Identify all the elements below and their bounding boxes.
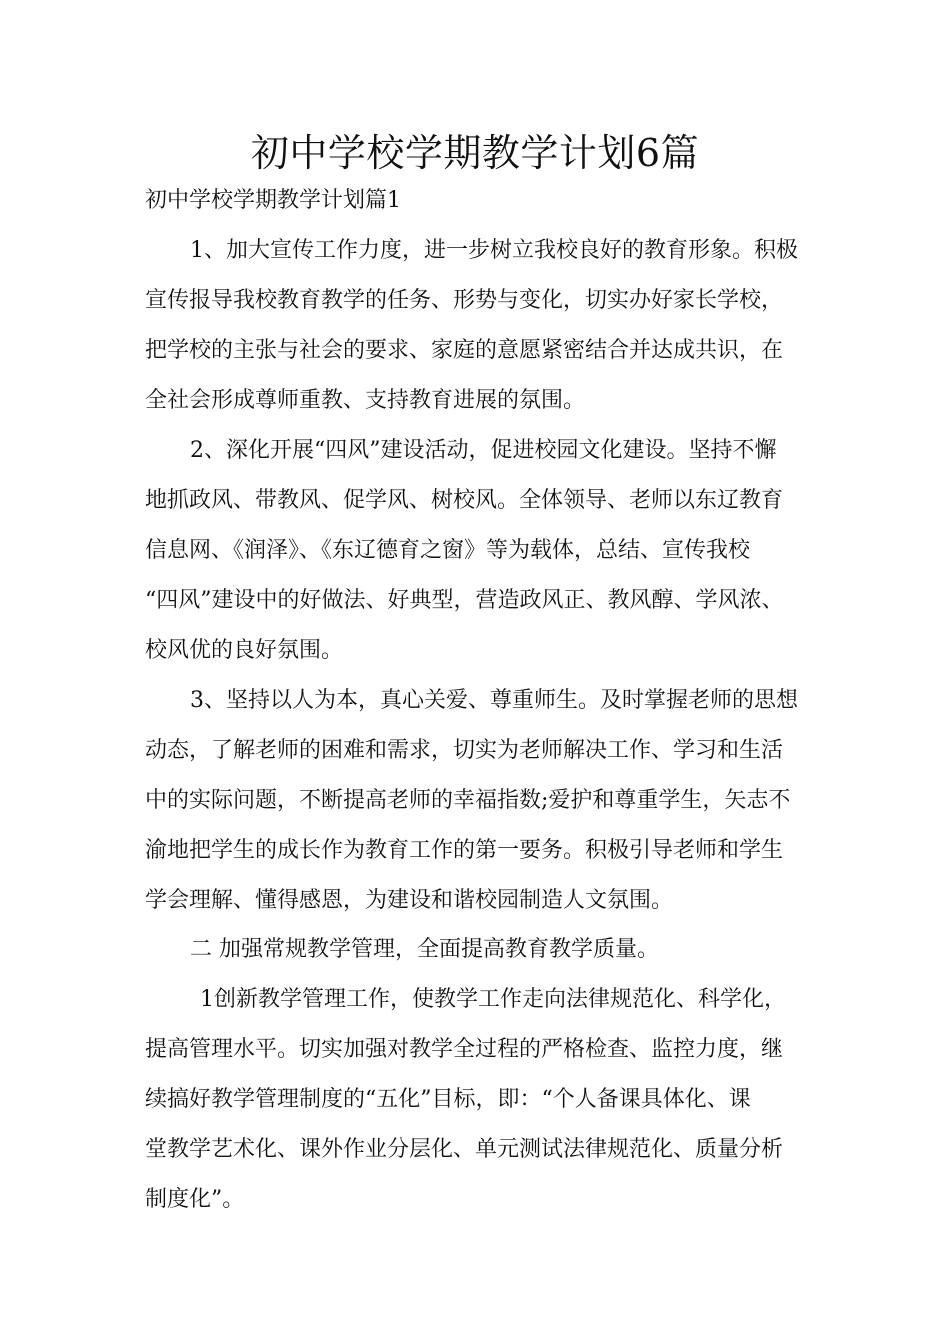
paragraph-line: 把学校的主张与社会的要求、家庭的意愿紧密结合并达成共识，在 [145,338,784,363]
paragraph-line: 制度化”。 [145,1187,245,1212]
paragraph-line: 堂教学艺术化、课外作业分层化、单元测试法律规范化、质量分析 [145,1137,784,1162]
paragraph-line: 1创新教学管理工作，使教学工作走向法律规范化、科学化， [200,987,786,1012]
paragraph-line: 宣传报导我校教育教学的任务、形势与变化，切实办好家长学校， [145,288,784,313]
paragraph-line: “四风”建设中的好做法、好典型，营造政风正、教风醇、学风浓、 [145,588,784,613]
section-heading: 初中学校学期教学计划篇1 [145,188,401,213]
document-title: 初中学校学期教学计划6篇 [250,131,700,175]
paragraph-line: 地抓政风、带教风、促学风、树校风。全体领导、老师以东辽教育 [145,488,784,513]
paragraph-line: 2、深化开展“四风”建设活动，促进校园文化建设。坚持不懈 [190,438,777,463]
paragraph-line: 中的实际问题，不断提高老师的幸福指数;爱护和尊重学生，矢志不 [145,788,791,813]
paragraph-line: 1、加大宣传工作力度，进一步树立我校良好的教育形象。积极 [190,238,798,263]
paragraph-line: 续搞好教学管理制度的“五化”目标，即：“个人备课具体化、课 [145,1087,751,1112]
paragraph-line: 全社会形成尊师重教、支持教育进展的氛围。 [145,388,586,413]
section-heading-2: 二 加强常规教学管理，全面提高教育教学质量。 [190,937,659,962]
paragraph-line: 提高管理水平。切实加强对教学全过程的严格检查、监控力度，继 [145,1037,784,1062]
paragraph-line: 3、坚持以人为本，真心关爱、尊重师生。及时掌握老师的思想 [190,688,798,713]
paragraph-line: 学会理解、懂得感恩，为建设和谐校园制造人文氛围。 [145,888,674,913]
paragraph-line: 信息网、《润泽》、《东辽德育之窗》等为载体，总结、宣传我校 [145,538,751,563]
paragraph-line: 校风优的良好氛围。 [145,638,344,663]
paragraph-line: 动态，了解老师的困难和需求，切实为老师解决工作、学习和生活 [145,738,784,763]
paragraph-line: 渝地把学生的成长作为教育工作的第一要务。积极引导老师和学生 [145,838,784,863]
